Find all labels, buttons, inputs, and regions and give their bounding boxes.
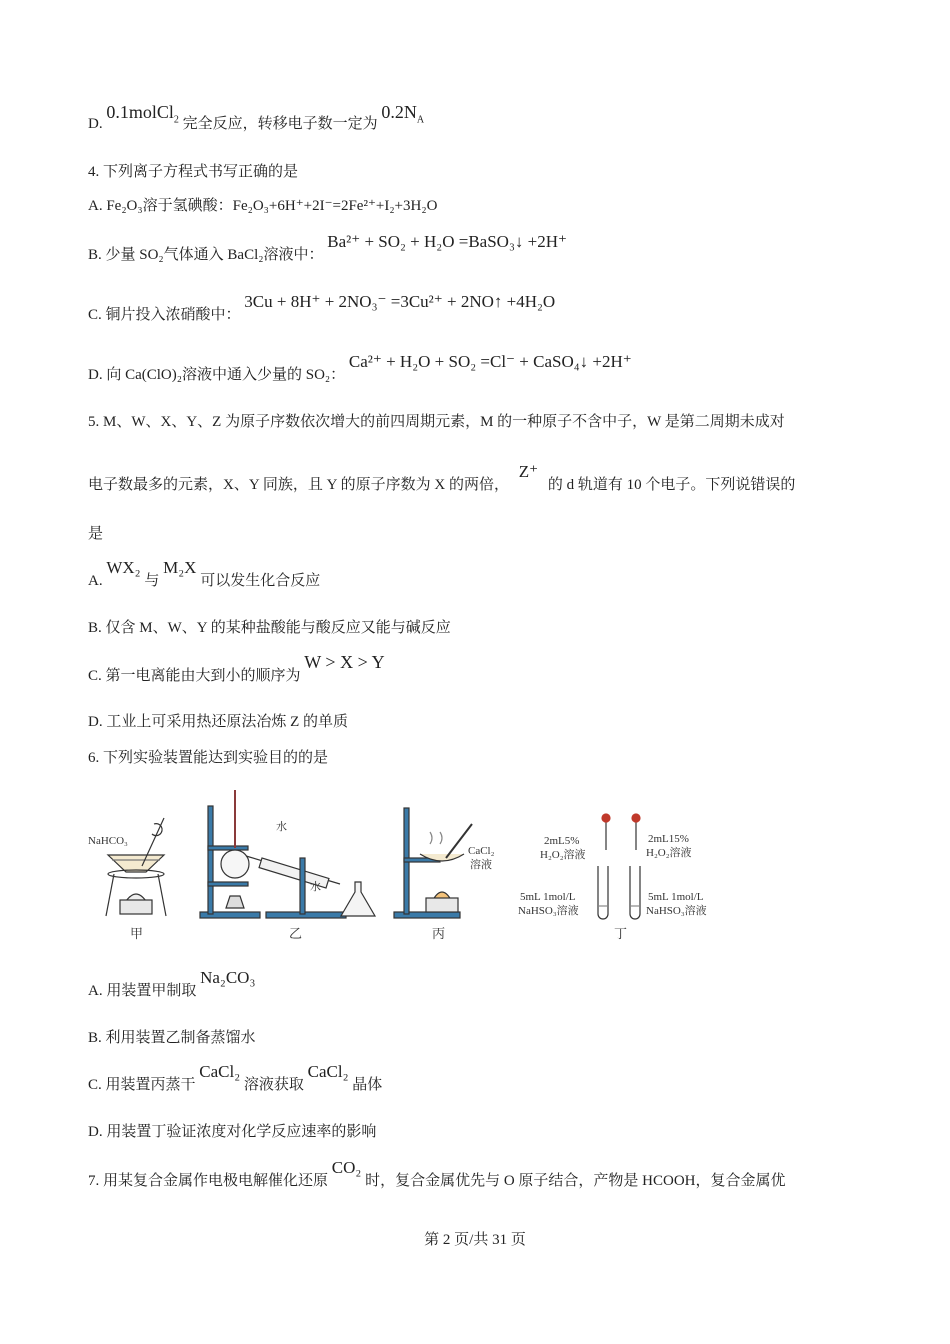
formula-cl2: 0.1molCl$_2$ (106, 102, 179, 126)
q7-text: 时，复合金属优先与 O 原子结合，产物是 HCOOH，复合金属优 (365, 1173, 786, 1189)
tube1-top1: 2mL5% (544, 835, 580, 847)
formula: 3Cu + 8H⁺ + 2NO₃⁻ =3Cu²⁺ + 2NO↑ +4H₂O (244, 292, 556, 311)
caption-ding: 丁 (614, 926, 628, 941)
formula-co2: CO₂ (331, 1158, 362, 1177)
tube2-bottom2: NaHSO₃溶液 (646, 905, 707, 917)
q6-option-a (88, 968, 256, 999)
q4-option-d (88, 352, 632, 383)
formula: W > X > Y (304, 652, 385, 672)
q6c-text: 溶液获取 (243, 1077, 304, 1093)
option-label: B. 少量 SO₂气体通入 BaCl₂溶液中： (88, 247, 324, 263)
formula: CaCl₂ (199, 1062, 241, 1081)
q5-text: 电子数最多的元素，X、Y 同族，且 Y 的原子序数为 X 的两倍， (88, 477, 509, 493)
option-label: C. 铜片投入浓硝酸中： (88, 307, 241, 323)
tube2-bottom1: 5mL 1mol/L (648, 891, 704, 903)
tube1-bottom1: 5mL 1mol/L (520, 891, 576, 903)
formula: WX₂ (106, 558, 141, 577)
tube2-top2: H₂O₂溶液 (646, 847, 692, 859)
q5-option-b: B. 仅含 M、W、Y 的某种盐酸能与酸反应又能与碱反应 (88, 620, 451, 636)
apparatus-yi (200, 790, 375, 918)
label-cacl2-solution: 溶液 (470, 859, 492, 871)
q5-option-a (88, 558, 321, 589)
tube2-top1: 2mL15% (648, 833, 689, 845)
option-label: A. (88, 573, 103, 589)
q7-stem (88, 1158, 786, 1189)
apparatus-ding (598, 814, 640, 919)
apparatus-bing (394, 808, 472, 918)
q6-option-b: B. 利用装置乙制备蒸馏水 (88, 1030, 256, 1046)
q6c-text: 晶体 (352, 1077, 383, 1093)
q4-stem: 4. 下列离子方程式书写正确的是 (88, 164, 299, 180)
option-label: C. 用装置丙蒸干 (88, 1077, 196, 1093)
apparatus-figure (80, 788, 740, 948)
tube1-bottom2: NaHSO₃溶液 (518, 905, 579, 917)
tube1-top2: H₂O₂溶液 (540, 849, 586, 861)
q5a-text: 与 (144, 573, 160, 589)
formula-z-plus: Z⁺ (518, 462, 539, 481)
formula: Ba²⁺ + SO₂ + H₂O =BaSO₃↓ +2H⁺ (327, 232, 567, 251)
q4-option-a: A. Fe₂O₃溶于氢碘酸：Fe₂O₃+6H⁺+2I⁻=2Fe²⁺+I₂+3H₂O (88, 198, 438, 214)
formula: Ca²⁺ + H₂O + SO₂ =Cl⁻ + CaSO₄↓ +2H⁺ (348, 352, 632, 371)
q5-stem-line3: 是 (88, 526, 104, 542)
q6-option-d: D. 用装置丁验证浓度对化学反应速率的影响 (88, 1124, 377, 1140)
q3-option-d (88, 102, 424, 131)
caption-bing: 丙 (432, 926, 446, 941)
q5-text: 的 d 轨道有 10 个电子。下列说错误的 (547, 477, 796, 493)
formula: Na₂CO₃ (200, 968, 256, 987)
apparatus-jia (106, 818, 166, 916)
q5-stem-line1: 5. M、W、X、Y、Z 为原子序数依次增大的前四周期元素，M 的一种原子不含中子，W 是第二周期未成对 (88, 414, 785, 430)
label-cacl2: CaCl₂ (468, 845, 495, 857)
q5a-text: 可以发生化合反应 (200, 573, 321, 589)
formula-na: $0.2N_A$ (381, 102, 425, 126)
q6-option-c (88, 1062, 383, 1093)
page-footer: 第 2 页/共 31 页 (424, 1232, 526, 1248)
option-label: D. 向 Ca(ClO)₂溶液中通入少量的 SO₂： (88, 367, 346, 383)
option-label: D. (88, 116, 103, 132)
formula: CaCl₂ (307, 1062, 349, 1081)
q5-option-d: D. 工业上可采用热还原法冶炼 Z 的单质 (88, 714, 348, 730)
q7-text: 7. 用某复合金属作电极电解催化还原 (88, 1173, 329, 1189)
label-nahco3: NaHCO₃ (88, 835, 128, 847)
formula: M₂X (163, 558, 197, 577)
option-label: A. 用装置甲制取 (88, 983, 197, 999)
q6-stem: 6. 下列实验装置能达到实验目的的是 (88, 750, 329, 766)
option-label: C. 第一电离能由大到小的顺序为 (88, 668, 301, 684)
caption-yi: 乙 (289, 926, 303, 941)
label-water-bottom: 水 (310, 881, 321, 893)
label-water-top: 水 (276, 821, 287, 833)
q4-option-b (88, 232, 567, 263)
q4-option-c (88, 292, 556, 323)
q5-stem-line2 (88, 462, 796, 493)
caption-jia: 甲 (130, 926, 144, 941)
q5-option-c (88, 652, 385, 684)
q3d-text: 完全反应，转移电子数一定为 (182, 116, 378, 132)
